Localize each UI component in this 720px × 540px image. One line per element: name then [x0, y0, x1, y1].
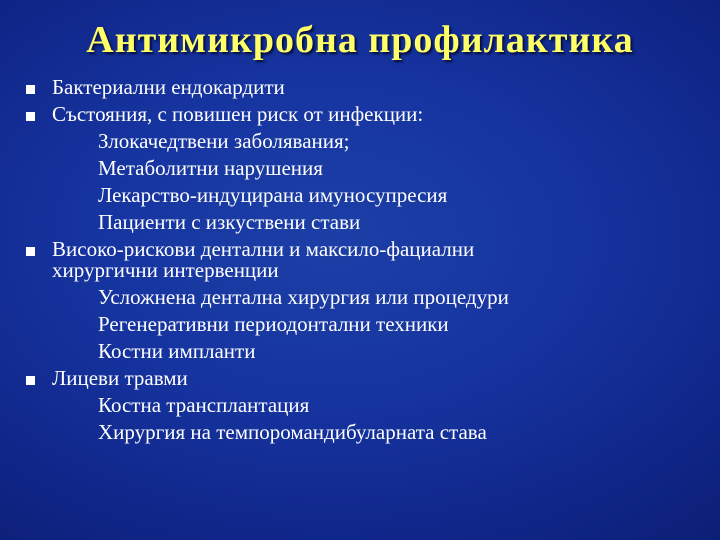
sub-list-item-label: Метаболитни нарушения [98, 156, 323, 180]
list-item-label: Лицеви травми [52, 366, 188, 390]
sub-list-item [26, 155, 706, 182]
sub-list-item-label: Лекарство-индуцирана имуносупресия [98, 183, 448, 207]
sub-list-item [26, 338, 706, 365]
bullet-list [26, 74, 706, 446]
list-item [26, 101, 706, 128]
list-item-label: Състояния, с повишен риск от инфекции: [52, 102, 424, 126]
sub-list-item-label: Усложнена дентална хирургия или процедури [98, 285, 509, 309]
sub-list-item-label: Костни импланти [98, 339, 256, 363]
list-item-label: Бактериални ендокардити [52, 75, 285, 99]
sub-list-item-label: Костна трансплантация [98, 393, 310, 417]
sub-list-item [26, 311, 706, 338]
list-item [26, 74, 706, 101]
sub-list-item [26, 392, 706, 419]
list-item-label: Високо-рискови дентални и максило-фациални [52, 237, 475, 261]
list-item-label-continuation: хирургични интервенции [52, 258, 279, 282]
sub-list-item [26, 209, 706, 236]
sub-list-item [26, 284, 706, 311]
sub-list-item [26, 128, 706, 155]
sub-list-item-label: Регенеративни периодонтални техники [98, 312, 449, 336]
slide-title: Антимикробна профилактика [86, 19, 634, 61]
square-bullet-icon [26, 247, 35, 256]
list-item [26, 365, 706, 392]
square-bullet-icon [26, 112, 35, 121]
sub-list-item-label: Хирургия на темпоромандибуларната става [98, 420, 487, 444]
sub-list-item-label: Злокачедтвени заболявания; [98, 129, 350, 153]
sub-list-item [26, 182, 706, 209]
sub-list-item-label: Пациенти с изкуствени стави [98, 210, 361, 234]
square-bullet-icon [26, 376, 35, 385]
sub-list-item [26, 419, 706, 446]
square-bullet-icon [26, 85, 35, 94]
list-item-continuation [26, 260, 706, 281]
